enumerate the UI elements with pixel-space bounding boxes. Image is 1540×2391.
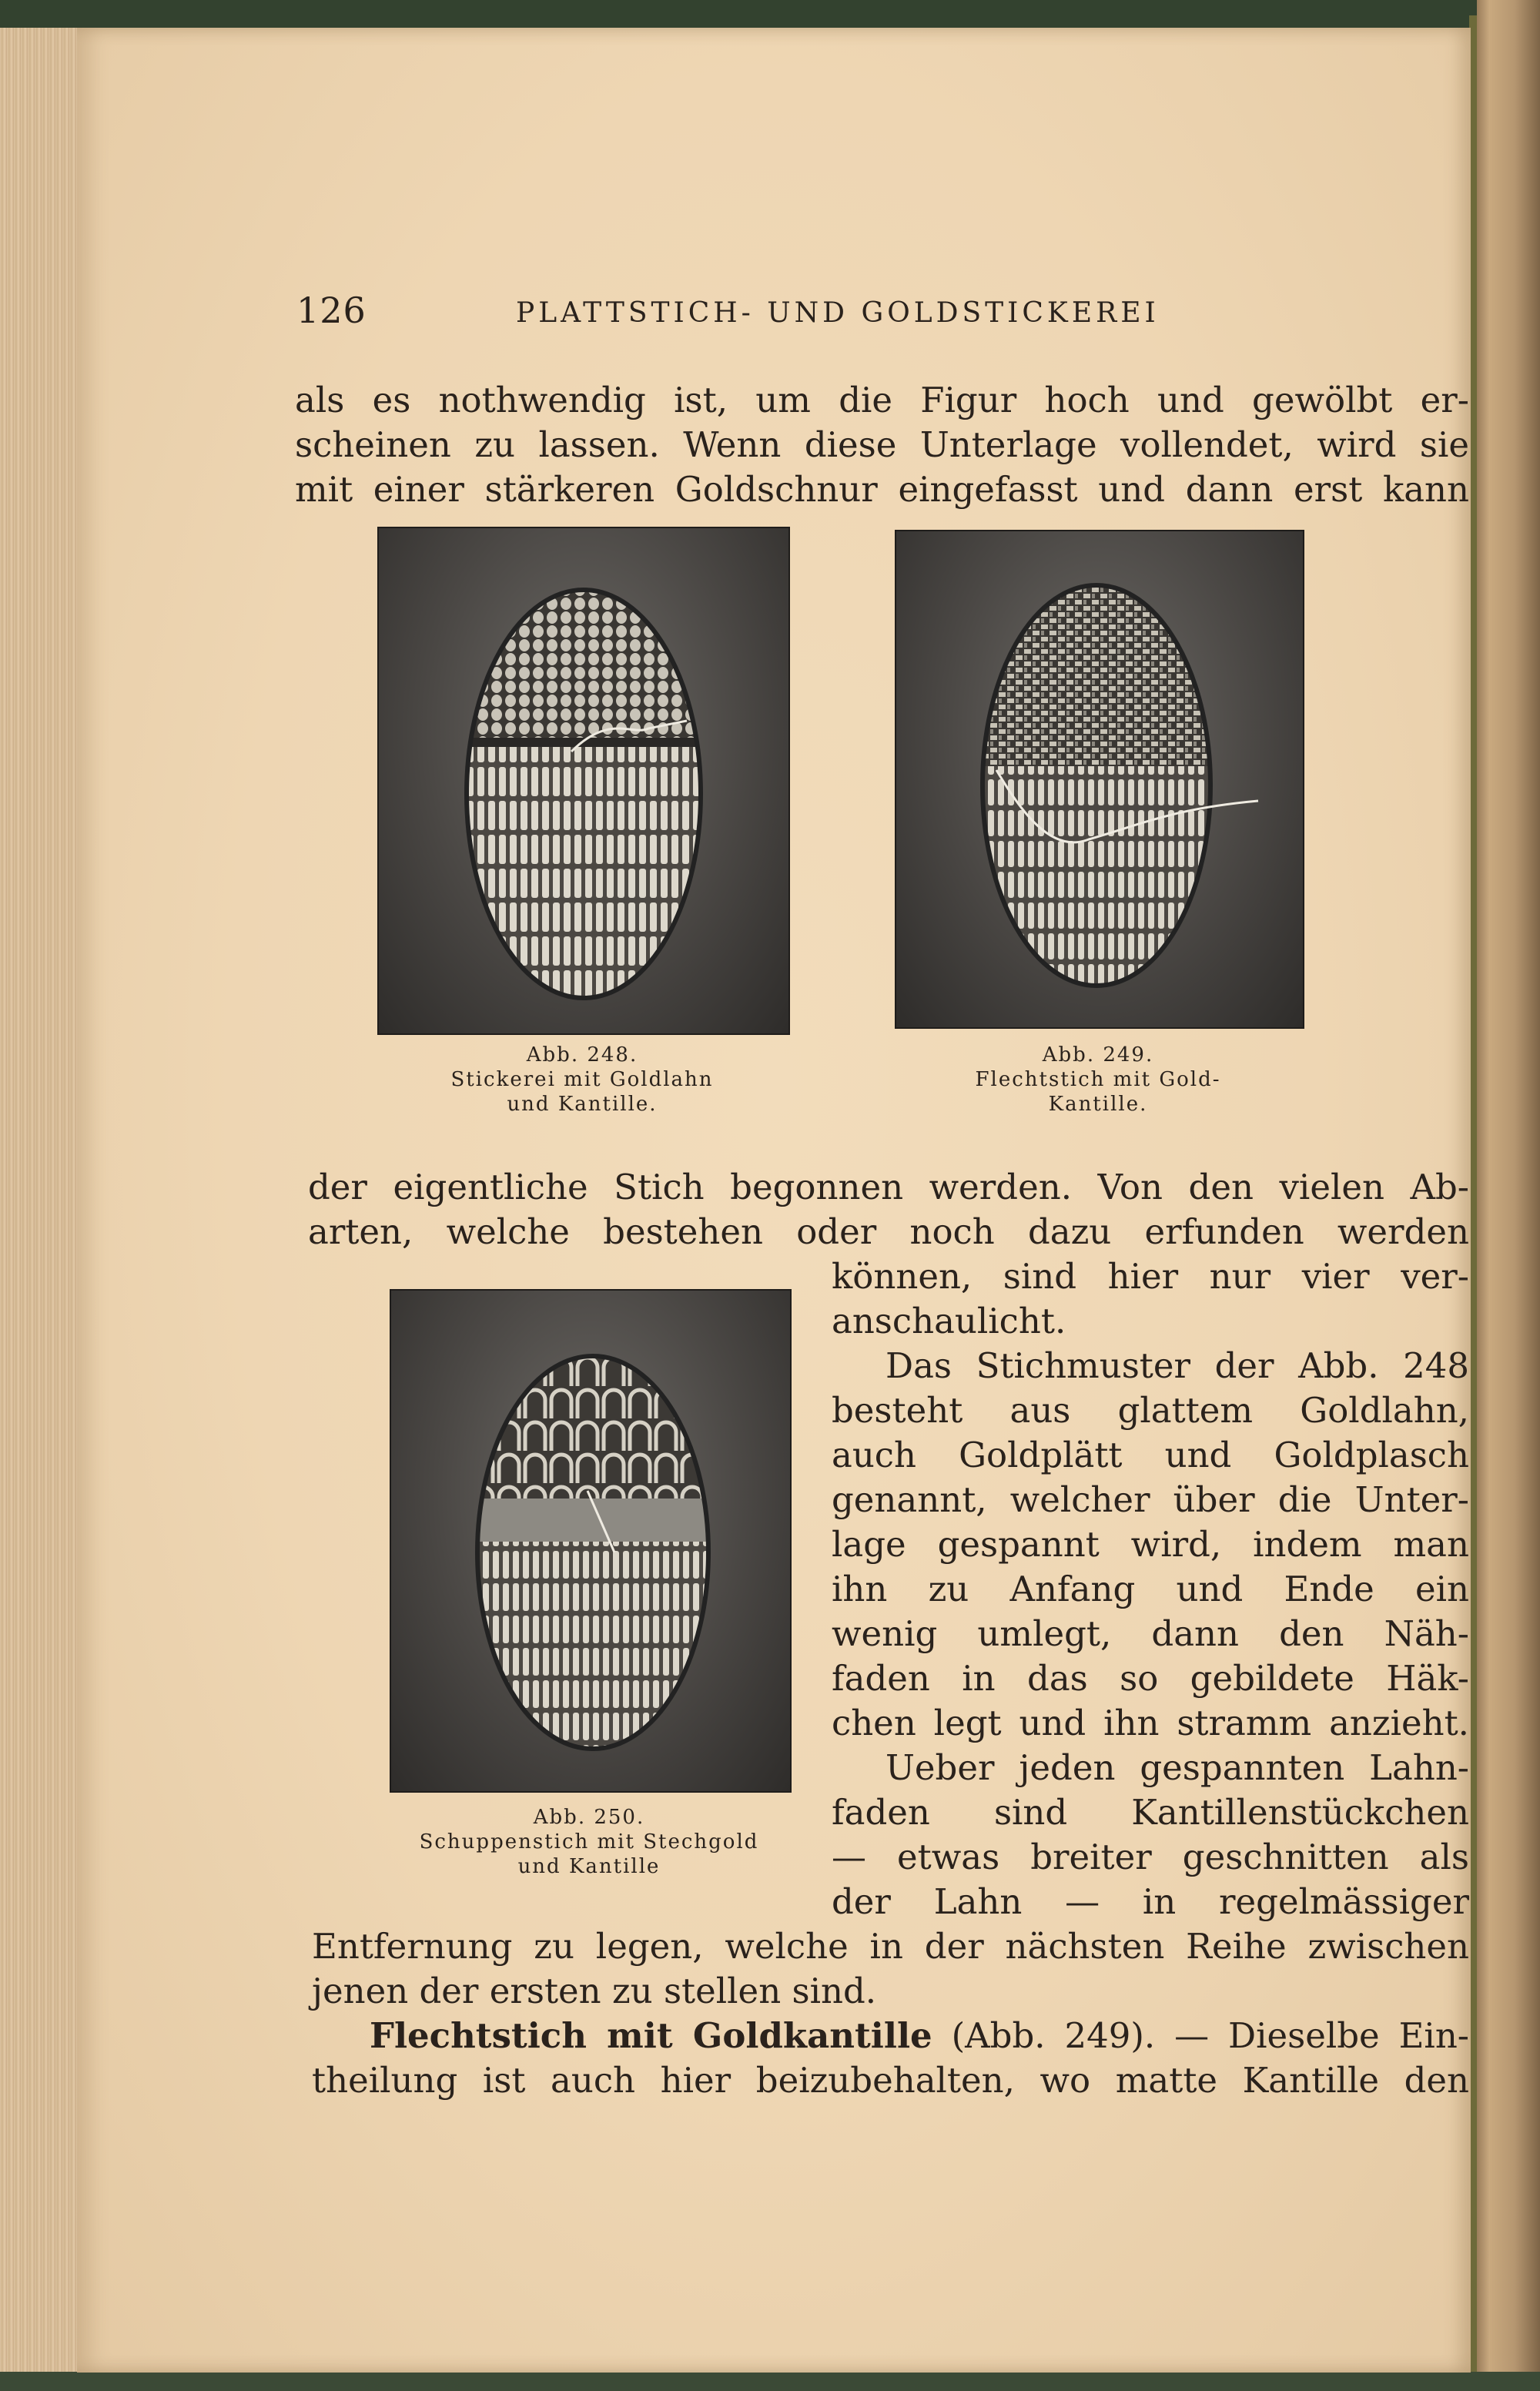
running-head: PLATTSTICH- UND GOLDSTICKEREI [516, 297, 1160, 329]
embroidered-ovoid-248 [379, 528, 788, 1033]
figure-label: Abb. 250. [533, 1806, 645, 1829]
body-line: als es nothwendig ist, um die Figur hoch und gewölbt er- [295, 380, 1469, 420]
body-line: Ueber jeden gespannten Lahn- [886, 1747, 1469, 1788]
body-line: scheinen zu lassen. Wenn diese Unterlage vollendet, wird sie [295, 424, 1469, 465]
figure-label: Abb. 249. [1042, 1043, 1154, 1067]
body-line: Entfernung zu legen, welche in der nächsten Reihe zwischen [312, 1926, 1469, 1967]
body-line: arten, welche bestehen oder noch dazu erfunden werden [308, 1211, 1469, 1252]
caption-line: und Kantille. [507, 1093, 658, 1116]
body-line: faden in das so gebildete Häk- [832, 1658, 1469, 1699]
figure-248-caption [377, 1043, 787, 1117]
body-line: theilung ist auch hier beizubehalten, wo matte Kantille den [312, 2060, 1469, 2101]
figure-label: Abb. 248. [526, 1043, 638, 1067]
section-line [370, 2014, 1469, 2058]
body-line: besteht aus glattem Goldlahn, [832, 1390, 1469, 1431]
body-line: können, sind hier nur vier ver- [832, 1256, 1469, 1297]
figure-249-image [895, 530, 1304, 1029]
caption-line: Schuppenstich mit Stechgold [419, 1830, 759, 1854]
caption-line: Stickerei mit Goldlahn [450, 1068, 714, 1091]
book-page [77, 28, 1471, 2373]
figure-248-image [377, 527, 790, 1035]
body-line: anschaulicht. [832, 1301, 1066, 1341]
book-bottom-edge [0, 2372, 1540, 2391]
body-line: ihn zu Anfang und Ende ein [832, 1569, 1469, 1609]
body-line: der Lahn — in regelmässiger [832, 1881, 1469, 1922]
section-heading: Flechtstich mit Goldkantille [370, 2015, 932, 2056]
page-number: 126 [296, 290, 367, 331]
caption-line: Kantille. [1048, 1093, 1148, 1116]
caption-line: Flechtstich mit Gold- [975, 1068, 1221, 1091]
embroidered-ovoid-250 [391, 1291, 790, 1791]
figure-250-caption [390, 1805, 788, 1879]
caption-line: und Kantille [517, 1855, 661, 1878]
book-cover-right [1477, 0, 1540, 2391]
body-line: auch Goldplätt und Goldplasch [832, 1435, 1469, 1475]
body-line: chen legt und ihn stramm anzieht. [832, 1703, 1469, 1743]
embroidered-ovoid-249 [896, 531, 1303, 1027]
section-line-text: (Abb. 249). — Dieselbe Ein- [932, 2015, 1470, 2056]
book-top-edge [0, 0, 1540, 28]
body-line: — etwas breiter geschnitten als [832, 1837, 1469, 1877]
body-line: der eigentliche Stich begonnen werden. Von den vielen Ab- [308, 1167, 1469, 1207]
body-line: jenen der ersten zu stellen sind. [312, 1971, 877, 2011]
body-line: faden sind Kantillenstückchen [832, 1792, 1469, 1833]
body-line: lage gespannt wird, indem man [832, 1524, 1469, 1565]
figure-249-caption [895, 1043, 1301, 1117]
body-line: Das Stichmuster der Abb. 248 [886, 1345, 1469, 1386]
body-line: wenig umlegt, dann den Näh- [832, 1613, 1469, 1654]
figure-250-image [390, 1289, 792, 1793]
page-stack-edge [0, 28, 81, 2373]
body-line: mit einer stärkeren Goldschnur eingefasst und dann erst kann [295, 469, 1469, 510]
body-line: genannt, welcher über die Unter- [832, 1479, 1469, 1520]
